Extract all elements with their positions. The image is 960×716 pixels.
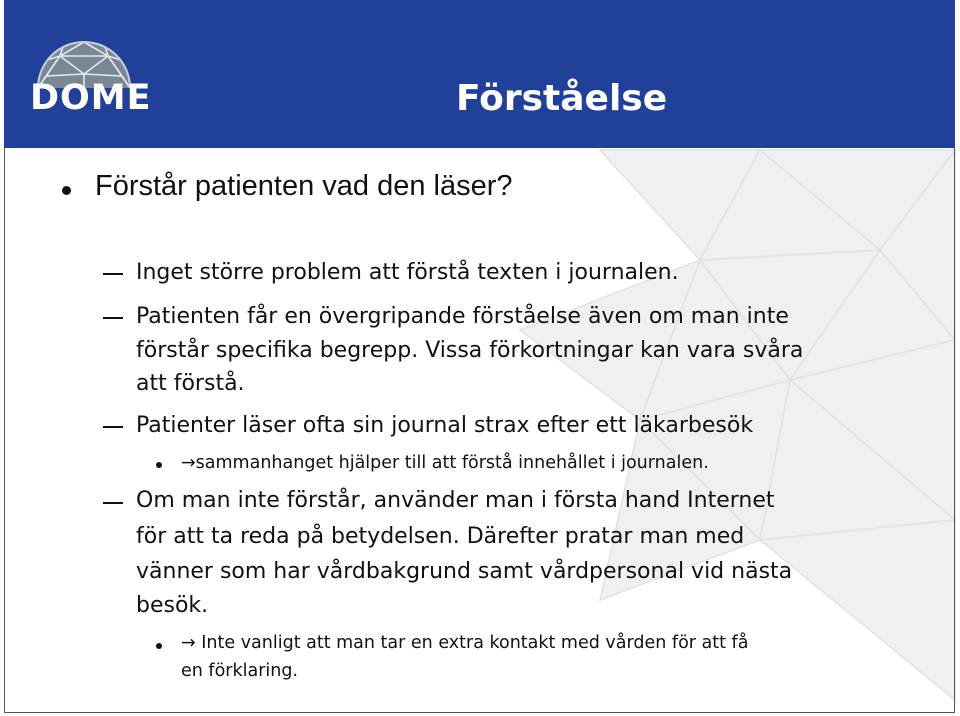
bullet-text: Förstår patienten vad den läser? bbox=[95, 170, 513, 202]
slide-title: Förståelse bbox=[456, 78, 668, 119]
arrow-icon: → bbox=[181, 453, 196, 473]
title-bar bbox=[4, 0, 955, 148]
arrow-icon: → bbox=[181, 633, 196, 653]
dash-text-line: för att ta reda på betydelsen. Därefter pratar man med bbox=[136, 524, 745, 549]
dash-text-line: besök. bbox=[136, 593, 209, 618]
dash-marker bbox=[103, 502, 123, 504]
dash-marker bbox=[103, 426, 123, 428]
dash-text-line: förstår specifika begrepp. Vissa förkortningar kan vara svåra bbox=[136, 338, 804, 363]
bullet-marker bbox=[62, 186, 71, 195]
dash-marker bbox=[103, 273, 123, 275]
dash-text-line: Patienten får en övergripande förståelse även om man inte bbox=[136, 304, 789, 329]
dash-marker bbox=[103, 317, 123, 319]
dash-text-line: att förstå. bbox=[136, 371, 245, 396]
dash-text-line: vänner som har vårdbakgrund samt vårdpersonal vid nästa bbox=[136, 559, 793, 584]
dash-text-line: Om man inte förstår, använder man i första hand Internet bbox=[136, 488, 775, 513]
sub-bullet-marker bbox=[156, 462, 162, 468]
dome-logo-text: DOME bbox=[30, 78, 152, 118]
sub-bullet-text: →sammanhanget hjälper till att förstå innehållet i journalen. bbox=[181, 453, 709, 473]
sub-bullet-marker bbox=[156, 643, 162, 649]
dash-text: Patienter läser ofta sin journal strax efter ett läkarbesök bbox=[136, 413, 754, 438]
sub-bullet-text-line: → Inte vanligt att man tar en extra kontakt med vården för att få bbox=[181, 633, 749, 653]
dash-text: Inget större problem att förstå texten i journalen. bbox=[136, 260, 679, 285]
sub-bullet-text-line: en förklaring. bbox=[181, 661, 299, 681]
